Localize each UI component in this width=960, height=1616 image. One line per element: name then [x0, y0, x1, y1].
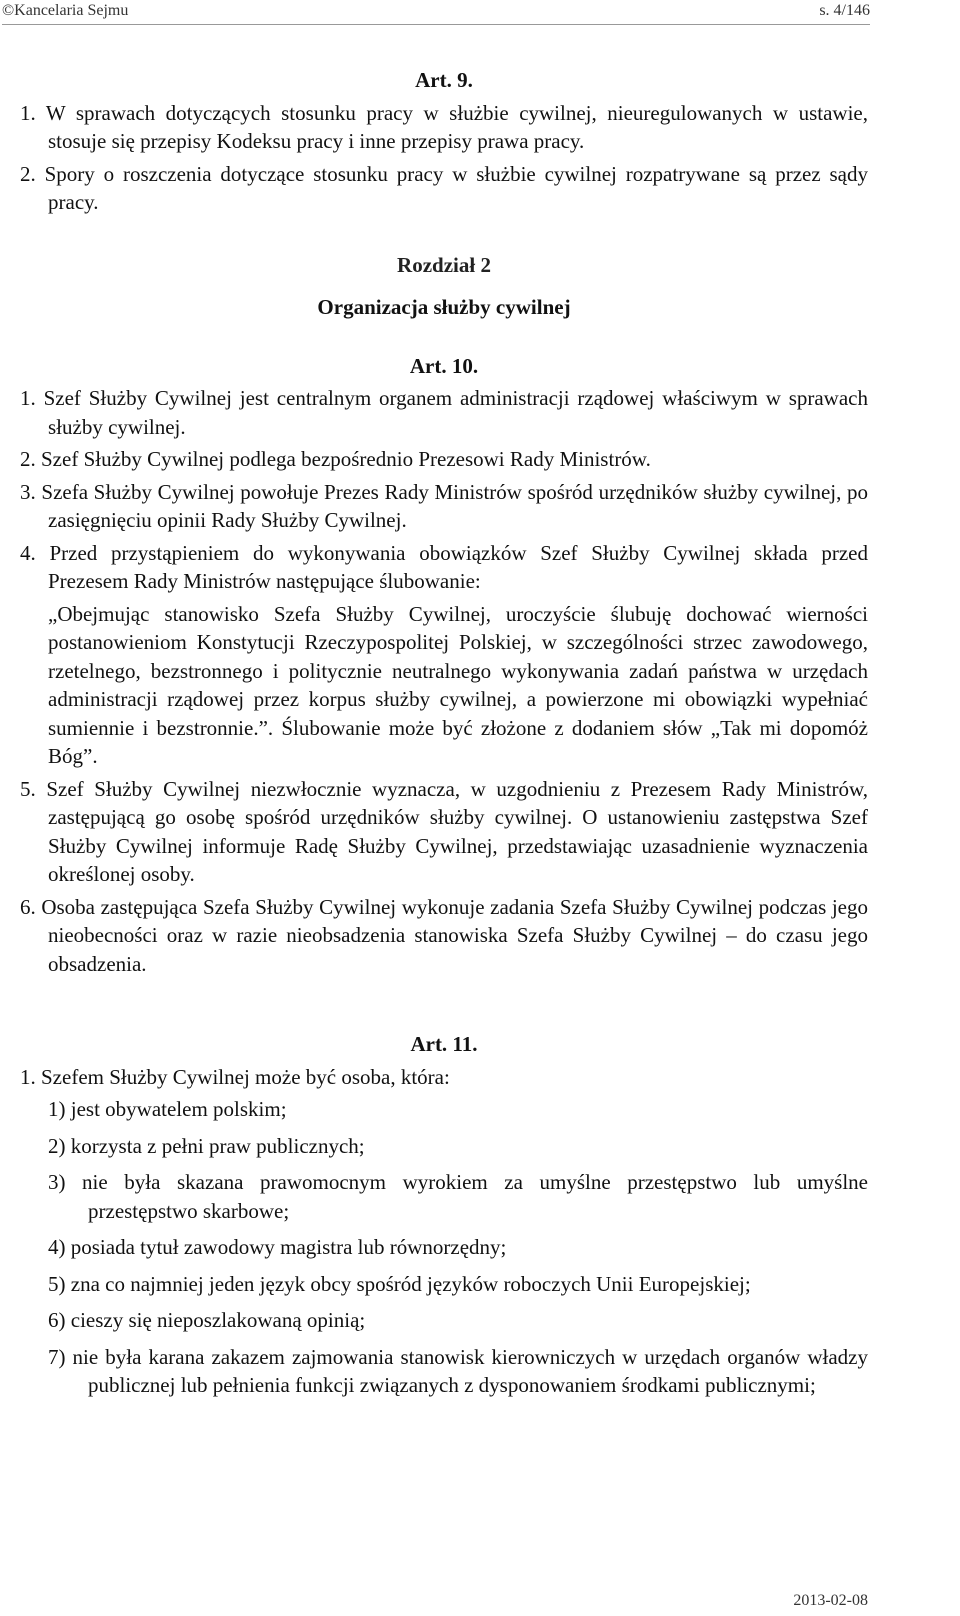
- art-11-item: 3) nie była skazana prawomocnym wyrokiem za umyślne przestępstwo lub umyślne przestępstwo skarbowe;: [48, 1170, 868, 1223]
- art-11-item: 2) korzysta z pełni praw publicznych;: [48, 1133, 365, 1158]
- art-11-item: 1) jest obywatelem polskim;: [48, 1097, 287, 1121]
- art-10-para-5: 5. Szef Służby Cywilnej niezwłocznie wyznacza, w uzgodnieniu z Prezesem Rady Ministrów, zastępującą go osobę spośród urzędników służby cywilnej. O ustanowieniu zastępstwa Szef Służby Cywilnej informuje Radę Służby Cywilnej, przedstawiając uzasadnienie wyznaczenia określonej osoby.: [20, 776, 868, 886]
- chapter-number: Rozdział 2: [397, 252, 491, 277]
- art-11-item: 7) nie była karana zakazem zajmowania stanowisk kierowniczych w urzędach organów władzy publicznej lub pełnienia funkcji związanych z dysponowaniem środkami publicznymi;: [48, 1344, 868, 1397]
- chapter-title: Organizacja służby cywilnej: [317, 295, 571, 319]
- art-10-para-6: 6. Osoba zastępująca Szefa Służby Cywilnej wykonuje zadania Szefa Służby Cywilnej podczas jego nieobecności oraz w razie nieobsadzenia stanowiska Szefa Służby Cywilnej – do czasu jego obsadzenia.: [20, 894, 868, 976]
- art-10-para-2: 2. Szef Służby Cywilnej podlega bezpośrednio Prezesowi Rady Ministrów.: [20, 447, 651, 471]
- art-10-para-1: 1. Szef Służby Cywilnej jest centralnym organem administracji rządowej właściwym w sprawach służby cywilnej.: [20, 386, 868, 439]
- art-9-para-1: 1. W sprawach dotyczących stosunku pracy w służbie cywilnej, nieuregulowanych w ustawie, stosuje się przepisy Kodeksu pracy i inne przepisy prawa pracy.: [20, 100, 868, 153]
- art-11-item: 4) posiada tytuł zawodowy magistra lub równorzędny;: [48, 1235, 507, 1259]
- header-divider: [2, 24, 870, 25]
- art-11-title: Art. 11.: [410, 1032, 478, 1056]
- art-11-intro: 1. Szefem Służby Cywilnej może być osoba, która:: [20, 1064, 450, 1089]
- document-date: 2013-02-08: [793, 1592, 868, 1609]
- page-header: [2, 0, 870, 24]
- art-11-item: 5) zna co najmniej jeden język obcy spośród języków roboczych Unii Europejskiej;: [48, 1271, 751, 1296]
- art-10-para-4: 4. Przed przystąpieniem do wykonywania obowiązków Szef Służby Cywilnej składa przed Prezesem Rady Ministrów następujące ślubowanie:: [20, 540, 868, 593]
- page-number: s. 4/146: [819, 2, 870, 19]
- oath-text: „Obejmując stanowisko Szefa Służby Cywilnej, uroczyście ślubuję dochować wierności postanowieniom Konstytucji Rzeczypospolitej Polskiej, w szczególności strzec zawodowego, rzetelnego, bezstronnego i politycznie neutralnego wykonywania zadań państwa w urzędach administracji rządowej przez korpus służby cywilnej, a powierzone mi obowiązki wypełniać sumiennie i bezstronnie.”. Ślubowanie może być złożone z dodaniem słów „Tak mi dopomóż Bóg”.: [48, 601, 868, 768]
- document-body: [20, 62, 868, 1408]
- art-10-para-3: 3. Szefa Służby Cywilnej powołuje Prezes Rady Ministrów spośród urzędników służby cywilnej, po zasięgnięciu opinii Rady Służby Cywilnej.: [20, 479, 868, 532]
- copyright-label: ©Kancelaria Sejmu: [2, 2, 129, 19]
- art-9-para-2: 2. Spory o roszczenia dotyczące stosunku pracy w służbie cywilnej rozpatrywane są przez sądy pracy.: [20, 161, 868, 214]
- art-10-title: Art. 10.: [409, 353, 479, 378]
- art-9-title: Art. 9.: [415, 68, 473, 92]
- art-11-item: 6) cieszy się nieposzlakowaną opinią;: [48, 1308, 366, 1332]
